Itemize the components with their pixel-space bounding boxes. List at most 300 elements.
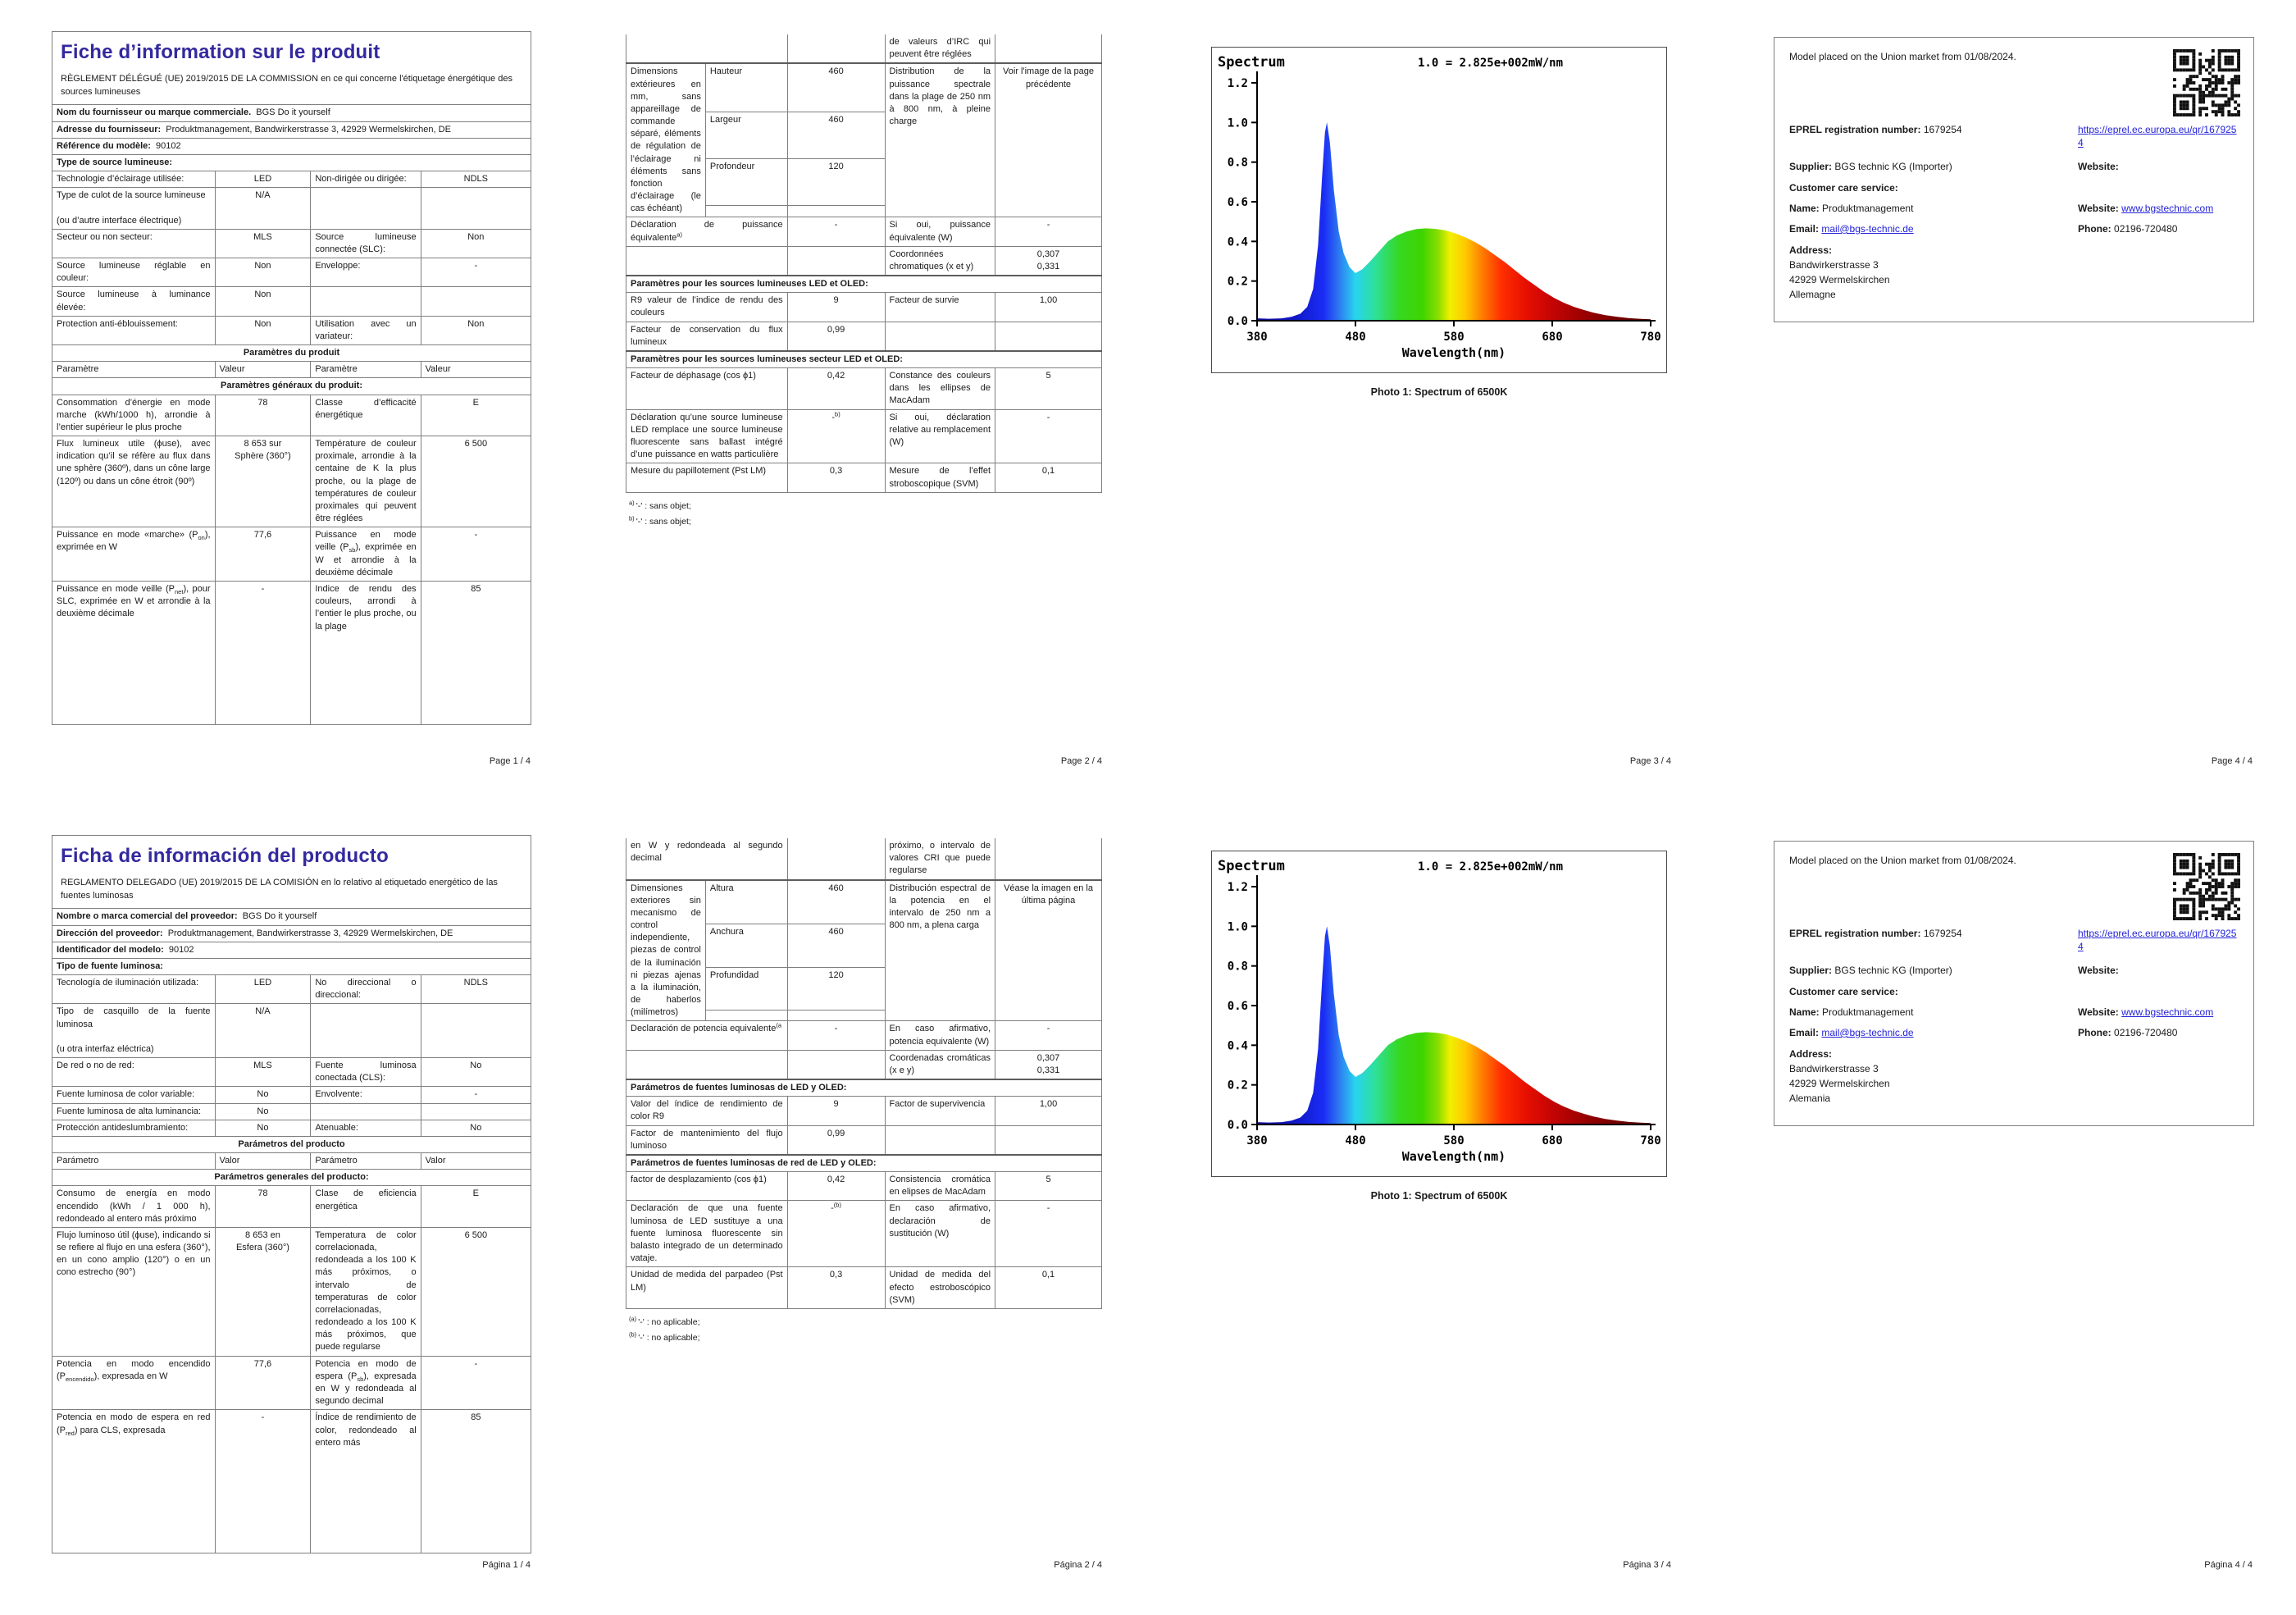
table-cell: Potencia en modo encendido $(P_{encendido})$, expresada en W [52,1356,216,1410]
table-cell: 0,1 [995,463,1102,492]
spectrum-chart [1211,47,1667,373]
svg-text:580: 580 [1443,331,1465,344]
supplier-value: BGS technic KG (Importer) [1834,965,1952,977]
page-title: Ficha de información del producto [61,845,389,867]
table-cell: Source lumineuse à luminance élevée: [52,287,216,316]
qr-code [2173,853,2240,920]
table-cell: Tipo de casquillo de la fuente luminosa (u otra interfaz eléctrica) [52,1004,216,1058]
name-value: Produktmanagement [1822,202,1914,214]
svg-text:1.2: 1.2 [1227,77,1248,90]
svg-text:1.0 = 2.825e+002mW/nm: 1.0 = 2.825e+002mW/nm [1418,860,1564,874]
svg-text:380: 380 [1246,1134,1268,1147]
table-cell: Facteur de conservation du flux lumineux [626,322,788,351]
table-cell: Si oui, déclaration relative au remplacement (W) [885,409,995,463]
table-cell: Consistencia cromática en elipses de MacAdam [885,1172,995,1201]
table-cell: Voir l'image de la page précédente [995,63,1102,217]
table-cell: N/A [215,188,311,230]
table-cell: Atenuable: [311,1120,421,1136]
table-cell: 78 [215,1186,311,1228]
table-row [52,1004,531,1058]
table-cell: - [421,1356,531,1410]
table-cell [885,1125,995,1155]
table-cell [421,1004,531,1058]
name-value: Produktmanagement [1822,1006,1914,1018]
table-row [626,463,1102,492]
table-cell: Valor del índice de rendimiento de color R9 [626,1097,788,1125]
website2-label: Website: [2078,202,2119,214]
table-cell: de valeurs d’IRC qui peuvent être réglées [885,34,995,63]
table-cell: E [421,395,531,436]
table-row [52,316,531,344]
table-cell [705,206,787,217]
footnote: $^{a)}$ '-' : sans objet; [629,499,691,511]
table-cell [311,287,421,316]
table-cell: Facteur de survie [885,293,995,322]
table-cell: Paramètres pour les sources lumineuses secteur LED et OLED: [626,351,1102,368]
table-row [52,378,531,395]
table-cell: Parámetro [52,1153,216,1170]
table-row [626,409,1102,463]
phone-label: Phone: [2078,222,2112,235]
table-cell: Non [215,287,311,316]
table-cell: Envolvente: [311,1087,421,1103]
table-cell: Flujo luminoso útil (ϕuse), indicando si se refiere al flujo en una esfera (360°), en un cono amplio (120°) o en un cono estrecho (90°) [52,1227,216,1356]
page-footer: Page 4 / 4 [2211,756,2253,766]
table-cell: Consumo de energía en modo encendido (kWh / 1 000 h), redondeado al entero más próximo [52,1186,216,1228]
table-cell: Paramètre [52,362,216,378]
table-cell: Véase la imagen en la última página [995,880,1102,1021]
table-row [52,287,531,316]
table-row [52,345,531,362]
table-cell: 460 [787,63,885,112]
table-cell: 460 [787,924,885,967]
table-cell: Anchura [705,924,787,967]
table-row [52,1170,531,1186]
table-row [626,1267,1102,1309]
footnote: $^{b)}$ '-' : sans objet; [629,514,691,527]
svg-text:580: 580 [1443,1134,1465,1147]
page-footer: Page 1 / 4 [489,756,531,766]
table-row [52,958,531,974]
page-footer: Página 3 / 4 [1623,1560,1671,1570]
table-cell: Fuente luminosa de color variable: [52,1087,216,1103]
table-cell: Clase de eficiencia energética [311,1186,421,1228]
table-cell: - [995,1201,1102,1267]
table-cell: Non [215,316,311,344]
table-cell [52,836,531,909]
contact-rows [1789,927,2242,1113]
table-cell [626,1050,788,1079]
table-cell: Valor [421,1153,531,1170]
svg-text:Wavelength(nm): Wavelength(nm) [1401,345,1506,360]
table-cell [787,838,885,880]
table-row [52,836,531,909]
table-row [52,188,531,230]
eprel-link[interactable]: https://eprel.ec.europa.eu/qr/1679254 [2078,928,2237,953]
address-line: 42929 Wermelskirchen [1789,274,1890,286]
table-cell: Paramètres du produit [52,345,531,362]
table-cell: Unidad de medida del parpadeo (Pst LM) [626,1267,788,1309]
website-link[interactable]: www.bgstechnic.com [2121,202,2214,214]
table-row [626,1155,1102,1172]
table-cell: Constance des couleurs dans les ellipses de MacAdam [885,368,995,410]
address-label: Address: [1789,244,1833,257]
es-page-3-spectrum [1211,851,1667,1177]
table-cell [421,188,531,230]
table-cell: Profundidad [705,967,787,1011]
page-title: Fiche d’information sur le produit [61,41,380,63]
table-row [52,362,531,378]
table-cell [885,322,995,351]
es-parameters-table [626,838,1102,1309]
website2-label: Website: [2078,1006,2119,1018]
table-cell: Declaración de potencia equivalente$^{(a}$ [626,1021,788,1050]
table-cell: No direccional o direccional: [311,975,421,1004]
footnote: $^{(b)}$ '-' : no aplicable; [629,1330,700,1343]
table-cell: Paramètre [311,362,421,378]
svg-text:480: 480 [1345,1134,1366,1147]
svg-text:1.0 = 2.825e+002mW/nm: 1.0 = 2.825e+002mW/nm [1418,57,1564,70]
table-cell: Protection anti-éblouissement: [52,316,216,344]
address-line: 42929 Wermelskirchen [1789,1078,1890,1090]
svg-text:0.0: 0.0 [1227,1119,1248,1132]
table-cell: 0,99 [787,322,885,351]
table-row [626,1125,1102,1155]
table-cell: Profondeur [705,158,787,205]
table-cell: Technologie d’éclairage utilisée: [52,171,216,188]
table-cell: Non [215,258,311,287]
svg-text:1.0: 1.0 [1227,920,1248,934]
email-link[interactable]: mail@bgs-technic.de [1821,222,1914,235]
table-cell [421,287,531,316]
es-page-2 [626,838,1102,1346]
table-row [626,246,1102,276]
page-footer: Página 4 / 4 [2204,1560,2253,1570]
table-cell: 85 [421,582,531,725]
regulation-subtitle: REGLAMENTO DELEGADO (UE) 2019/2015 DE LA COMISIÓN en lo relativo al etiquetado energético de las fuentes luminosas [61,878,498,901]
table-cell: Indice de rendu des couleurs, arrondi à l’entier le plus proche, ou la plage [311,582,421,725]
care-label: Customer care service: [1789,985,1898,997]
svg-text:0.2: 0.2 [1227,275,1248,289]
table-cell: NDLS [421,171,531,188]
table-cell: 5 [995,368,1102,410]
eprel-row [1789,927,2242,953]
table-cell: E [421,1186,531,1228]
table-cell: Consommation d’énergie en mode marche (kWh/1000 h), arrondie à l’entier supérieur le plus proche [52,395,216,436]
svg-text:0.2: 0.2 [1227,1079,1248,1093]
table-cell: Non [421,316,531,344]
svg-text:0.8: 0.8 [1227,156,1248,170]
table-cell: 6 500 [421,1227,531,1356]
table-cell: Source lumineuse réglable en couleur: [52,258,216,287]
table-cell: en W y redondeada al segundo decimal [626,838,788,880]
svg-text:780: 780 [1640,1134,1661,1147]
svg-text:680: 680 [1542,1134,1563,1147]
table-row [52,1356,531,1410]
email-row [1789,222,2242,235]
table-cell: Parámetro [311,1153,421,1170]
table-cell: Puissance en mode «marche» $(P_{on})$, exprimée en W [52,527,216,582]
table-cell: Utilisation avec un variateur: [311,316,421,344]
table-cell [995,34,1102,63]
table-cell: 0,307 0,331 [995,246,1102,276]
supplier-row [1789,964,2242,977]
eprel-label: EPREL registration number: [1789,124,1921,135]
eprel-label: EPREL registration number: [1789,928,1921,939]
table-row [52,925,531,942]
eprel-value: 1679254 [1923,928,1962,939]
table-cell: Facteur de déphasage (cos ϕ1) [626,368,788,410]
table-cell: - [995,217,1102,246]
table-cell: Parámetros generales del producto: [52,1170,531,1186]
table-cell: Dimensiones exteriores sin mecanismo de control independiente, piezas de control de la iluminación ni piezas ajenas a la iluminación, de haberlos (milímetros) [626,880,706,1021]
table-row [52,436,531,527]
es-page-1 [52,835,531,1557]
table-cell [995,322,1102,351]
phone-label: Phone: [2078,1026,2112,1038]
es-page-4 [1774,841,2254,1126]
table-cell: 120 [787,158,885,205]
table-cell: Dirección del proveedor: Produktmanagement, Bandwirkerstrasse 3, 42929 Wermelskirchen, DE [52,925,531,942]
table-cell: - [995,409,1102,463]
table-row [626,293,1102,322]
fr-parameters-table [626,34,1102,493]
table-row [52,1186,531,1228]
fr-product-info-table [52,31,531,725]
fr-page-1 [52,31,531,753]
table-cell: factor de desplazamiento (cos ϕ1) [626,1172,788,1201]
table-cell: 77,6 [215,527,311,582]
table-cell: En caso afirmativo, declaración de sustitución (W) [885,1201,995,1267]
table-row [626,1021,1102,1050]
eprel-value: 1679254 [1923,124,1962,135]
table-cell: Type de culot de la source lumineuse (ou d’autre interface électrique) [52,188,216,230]
table-cell: Nombre o marca comercial del proveedor: BGS Do it yourself [52,909,531,925]
table-cell: MLS [215,1058,311,1087]
table-cell: No [421,1120,531,1136]
address-line: Bandwirkerstrasse 3 [1789,1063,1879,1075]
table-row [626,880,1102,924]
table-cell: 77,6 [215,1356,311,1410]
table-row [626,1172,1102,1201]
name-row [1789,202,2242,215]
eprel-row [1789,123,2242,149]
table-cell: Déclaration de puissance équivalente$^{a)}$ [626,217,788,246]
market-note: Model placed on the Union market from 01/08/2024. [1789,51,2016,62]
table-cell: Référence du modèle: 90102 [52,138,531,154]
table-cell: Enveloppe: [311,258,421,287]
table-cell: Fuente luminosa de alta luminancia: [52,1103,216,1120]
table-cell [311,1004,421,1058]
contact-rows [1789,123,2242,309]
table-cell: No [215,1120,311,1136]
table-cell: 120 [787,967,885,1011]
market-note: Model placed on the Union market from 01/08/2024. [1789,855,2016,866]
name-row [1789,1006,2242,1019]
address-line: Allemagne [1789,289,1836,301]
supplier-label: Supplier: [1789,161,1833,173]
table-row [626,368,1102,410]
table-cell: - [421,1087,531,1103]
table-cell: Paramètres généraux du produit: [52,378,531,395]
table-row [52,1087,531,1103]
table-cell: Déclaration qu’une source lumineuse LED remplace une source lumineuse fluorescente sans ballast intégré d’une puissance en watts particulière [626,409,788,463]
table-cell: Adresse du fournisseur: Produktmanagement, Bandwirkerstrasse 3, 42929 Wermelskirchen, DE [52,121,531,138]
table-cell: -$^{(b)}$ [787,1201,885,1267]
table-cell: LED [215,171,311,188]
table-cell [787,206,885,217]
es-product-info-table [52,835,531,1553]
table-cell: Distribution de la puissance spectrale dans la plage de 250 nm à 800 nm, à pleine charge [885,63,995,217]
table-row [626,1201,1102,1267]
supplier-label: Supplier: [1789,965,1833,977]
table-cell: Si oui, puissance équivalente (W) [885,217,995,246]
table-cell [311,1103,421,1120]
table-row [52,975,531,1004]
table-cell: Source lumineuse connectée (SLC): [311,229,421,258]
table-cell: -$^{b)}$ [787,409,885,463]
table-cell: R9 valeur de l’indice de rendu des couleurs [626,293,788,322]
phone-value: 02196-720480 [2114,1026,2178,1038]
table-row [52,32,531,105]
table-cell: 8 653 en Esfera (360°) [215,1227,311,1356]
table-row [626,217,1102,246]
email-label: Email: [1789,222,1820,235]
table-cell: 0,3 [787,463,885,492]
svg-text:Spectrum: Spectrum [1218,54,1285,71]
table-cell: 85 [421,1410,531,1553]
table-cell: Parámetros de fuentes luminosas de LED y OLED: [626,1079,1102,1097]
table-row [626,1079,1102,1097]
svg-text:1.2: 1.2 [1227,881,1248,894]
table-cell: - [787,1021,885,1050]
table-cell: 460 [787,880,885,924]
spectrum-chart [1211,851,1667,1177]
table-cell: Type de source lumineuse: [52,154,531,171]
table-row [626,1050,1102,1079]
table-cell: 8 653 sur Sphère (360°) [215,436,311,527]
table-cell [787,1050,885,1079]
table-cell: - [787,217,885,246]
svg-text:1.0: 1.0 [1227,116,1248,130]
address-label: Address: [1789,1048,1833,1061]
table-cell: 0,1 [995,1267,1102,1309]
table-cell: 1,00 [995,293,1102,322]
svg-text:380: 380 [1246,331,1268,344]
table-cell: Factor de mantenimiento del flujo luminoso [626,1125,788,1155]
page-footer: Page 3 / 4 [1629,756,1671,766]
table-cell: No [421,1058,531,1087]
svg-text:0.8: 0.8 [1227,960,1248,974]
table-cell [52,32,531,105]
table-cell: - [995,1021,1102,1050]
table-cell: Potencia en modo de espera $(P_{sb})$, expresada en W y redondeada al segundo decimal [311,1356,421,1410]
table-cell [705,1011,787,1021]
name-label: Name: [1789,1006,1820,1018]
table-cell: No [215,1103,311,1120]
fr-page-2 [626,34,1102,529]
table-cell: Mesure du papillotement (Pst LM) [626,463,788,492]
care-row [1789,985,2242,998]
table-row [626,322,1102,351]
table-cell: Distribución espectral de la potencia en el intervalo de 250 nm a 800 nm, a plena carga [885,880,995,1021]
table-cell: Classe d’efficacité énergétique [311,395,421,436]
table-cell: 5 [995,1172,1102,1201]
table-cell: NDLS [421,975,531,1004]
table-cell: Secteur ou non secteur: [52,229,216,258]
table-cell [626,246,788,276]
table-cell: - [215,582,311,725]
table-cell [311,188,421,230]
name-label: Name: [1789,202,1820,214]
phone-value: 02196-720480 [2114,222,2178,235]
fr-page-4 [1774,37,2254,322]
table-cell: 1,00 [995,1097,1102,1125]
website-link[interactable]: www.bgstechnic.com [2121,1006,2214,1018]
table-cell [421,1103,531,1120]
table-row [626,34,1102,63]
svg-text:0.6: 0.6 [1227,1000,1248,1013]
page-footer: Página 1 / 4 [482,1560,531,1570]
table-row [52,171,531,188]
svg-text:Spectrum: Spectrum [1218,858,1285,874]
table-cell: Coordonnées chromatiques (x et y) [885,246,995,276]
table-cell: Nom du fournisseur ou marque commerciale. BGS Do it yourself [52,105,531,121]
table-cell: Température de couleur proximale, arrondie à la centaine de K la plus proche, ou la plage de températures de couleur proximales qui peuvent être réglées [311,436,421,527]
table-cell: Non [421,229,531,258]
table-cell: Largeur [705,112,787,158]
table-cell: Identificador del modelo: 90102 [52,942,531,958]
table-cell: Factor de supervivencia [885,1097,995,1125]
table-cell: Parámetros de fuentes luminosas de red de LED y OLED: [626,1155,1102,1172]
svg-text:0.4: 0.4 [1227,1039,1248,1053]
table-row [626,276,1102,293]
table-cell: 0,3 [787,1267,885,1309]
svg-text:0.6: 0.6 [1227,196,1248,209]
table-cell [787,1011,885,1021]
table-cell: Mesure de l’effet stroboscopique (SVM) [885,463,995,492]
table-cell: Unidad de medida del efecto estroboscópico (SVM) [885,1267,995,1309]
table-cell: Valeur [421,362,531,378]
email-row [1789,1026,2242,1039]
table-cell: Coordenadas cromáticas (x e y) [885,1050,995,1079]
svg-text:Wavelength(nm): Wavelength(nm) [1401,1149,1506,1164]
email-link[interactable]: mail@bgs-technic.de [1821,1026,1914,1038]
table-row [52,1410,531,1553]
table-cell: Parámetros del producto [52,1136,531,1152]
table-row [626,63,1102,112]
table-cell: 0,99 [787,1125,885,1155]
table-cell [787,246,885,276]
table-row [52,258,531,287]
table-row [52,909,531,925]
table-row [52,105,531,121]
address-line: Bandwirkerstrasse 3 [1789,259,1879,271]
svg-text:680: 680 [1542,331,1563,344]
table-cell: Paramètres pour les sources lumineuses LED et OLED: [626,276,1102,293]
footnotes [626,499,1102,530]
email-label: Email: [1789,1026,1820,1038]
table-cell: Valeur [215,362,311,378]
table-cell: Puissance en mode veille $(P_{sb})$, exprimée en W et arrondie à la deuxième décimale [311,527,421,582]
svg-text:0.0: 0.0 [1227,315,1248,328]
eprel-link[interactable]: https://eprel.ec.europa.eu/qr/1679254 [2078,124,2237,149]
table-cell: 0,42 [787,1172,885,1201]
care-label: Customer care service: [1789,181,1898,194]
svg-text:780: 780 [1640,331,1661,344]
table-row [626,1097,1102,1125]
table-cell: Protección antideslumbramiento: [52,1120,216,1136]
